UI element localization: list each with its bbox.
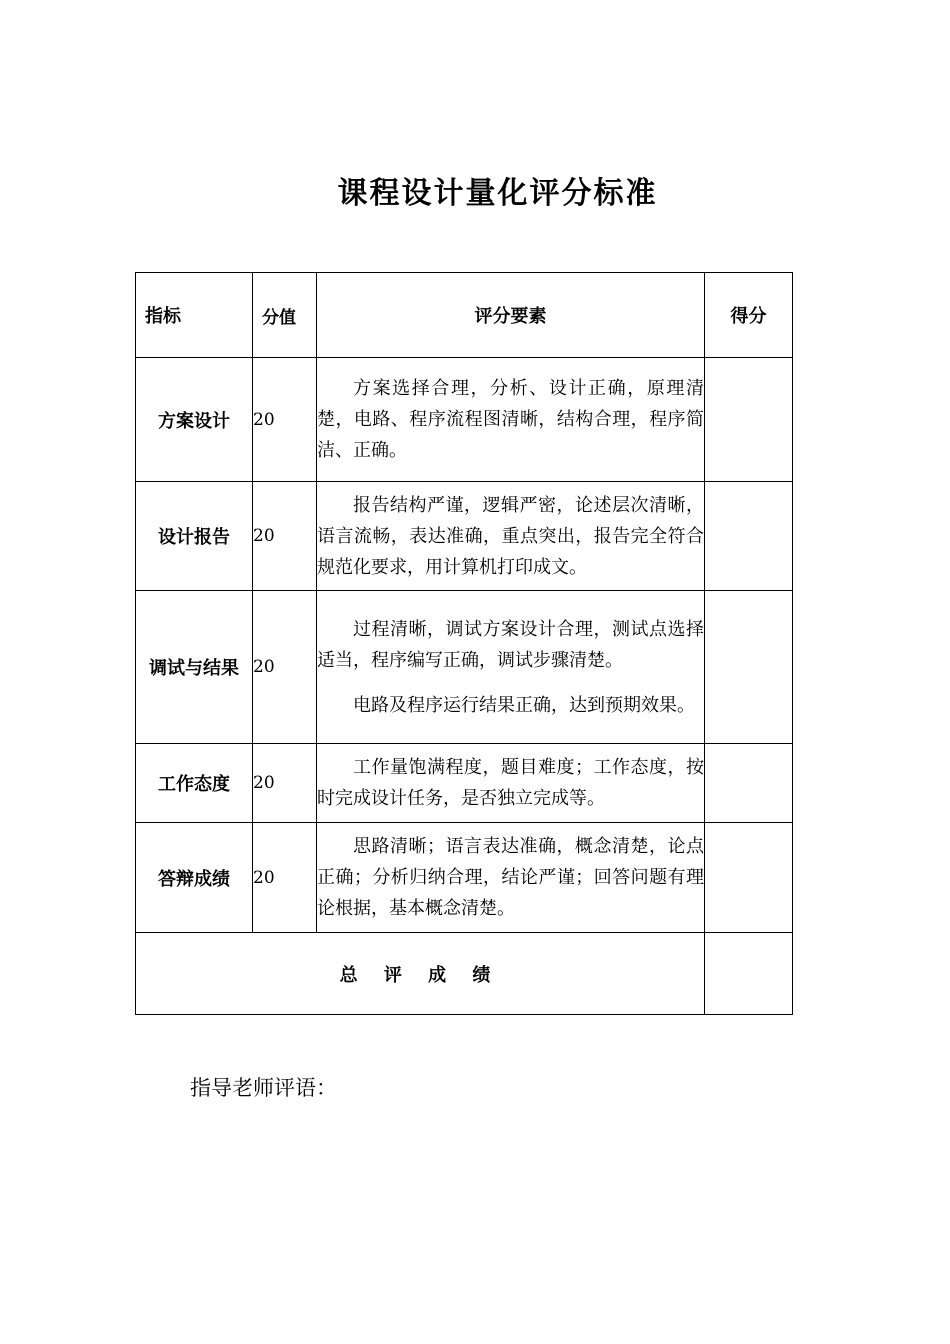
row-criteria bbox=[317, 591, 705, 744]
criteria-paragraph: 思路清晰；语言表达准确，概念清楚，论点正确；分析归纳合理，结论严谨；回答问题有理论根据，基本概念清楚。 bbox=[317, 836, 704, 919]
page-title: 课程设计量化评分标准 bbox=[337, 176, 658, 211]
row-criteria bbox=[317, 482, 705, 591]
row-indicator: 答辩成绩 bbox=[136, 823, 253, 933]
header-obtained: 得分 bbox=[705, 273, 793, 358]
row-obtained-cell[interactable] bbox=[705, 482, 793, 591]
row-criteria bbox=[317, 744, 705, 823]
row-criteria bbox=[317, 358, 705, 482]
header-elements: 评分要素 bbox=[317, 273, 705, 358]
row-score: 20 bbox=[253, 823, 317, 933]
row-score: 20 bbox=[253, 591, 317, 744]
row-score: 20 bbox=[253, 358, 317, 482]
row-indicator: 方案设计 bbox=[136, 358, 253, 482]
total-score-label: 总 评 成 绩 bbox=[136, 933, 705, 1015]
row-score: 20 bbox=[253, 482, 317, 591]
row-criteria bbox=[317, 823, 705, 933]
row-indicator: 调试与结果 bbox=[136, 591, 253, 744]
criteria-paragraph: 方案选择合理，分析、设计正确，原理清楚，电路、程序流程图清晰，结构合理，程序简洁、正确。 bbox=[317, 378, 704, 461]
header-indicator: 指标 bbox=[136, 273, 253, 358]
total-row bbox=[136, 933, 793, 1015]
table-row bbox=[136, 823, 793, 933]
row-indicator: 设计报告 bbox=[136, 482, 253, 591]
row-indicator: 工作态度 bbox=[136, 744, 253, 823]
criteria-paragraph: 工作量饱满程度，题目难度；工作态度，按时完成设计任务，是否独立完成等。 bbox=[317, 757, 704, 809]
row-obtained-cell[interactable] bbox=[705, 358, 793, 482]
row-score: 20 bbox=[253, 744, 317, 823]
row-obtained-cell[interactable] bbox=[705, 823, 793, 933]
row-obtained-cell[interactable] bbox=[705, 591, 793, 744]
criteria-paragraph: 报告结构严谨，逻辑严密，论述层次清晰，语言流畅，表达准确，重点突出，报告完全符合规范化要求，用计算机打印成文。 bbox=[317, 494, 704, 578]
table-row bbox=[136, 744, 793, 823]
scoring-table bbox=[135, 272, 793, 1015]
table-row bbox=[136, 358, 793, 482]
header-score: 分值 bbox=[253, 273, 317, 358]
total-score-cell[interactable] bbox=[705, 933, 793, 1015]
criteria-paragraph: 电路及程序运行结果正确，达到预期效果。 bbox=[353, 694, 695, 716]
table-row bbox=[136, 482, 793, 591]
row-obtained-cell[interactable] bbox=[705, 744, 793, 823]
criteria-paragraph: 过程清晰，调试方案设计合理，测试点选择适当，程序编写正确，调试步骤清楚。 bbox=[317, 618, 704, 671]
advisor-comment-label: 指导老师评语： bbox=[190, 1076, 337, 1100]
table-header-row bbox=[136, 273, 793, 358]
table-row bbox=[136, 591, 793, 744]
